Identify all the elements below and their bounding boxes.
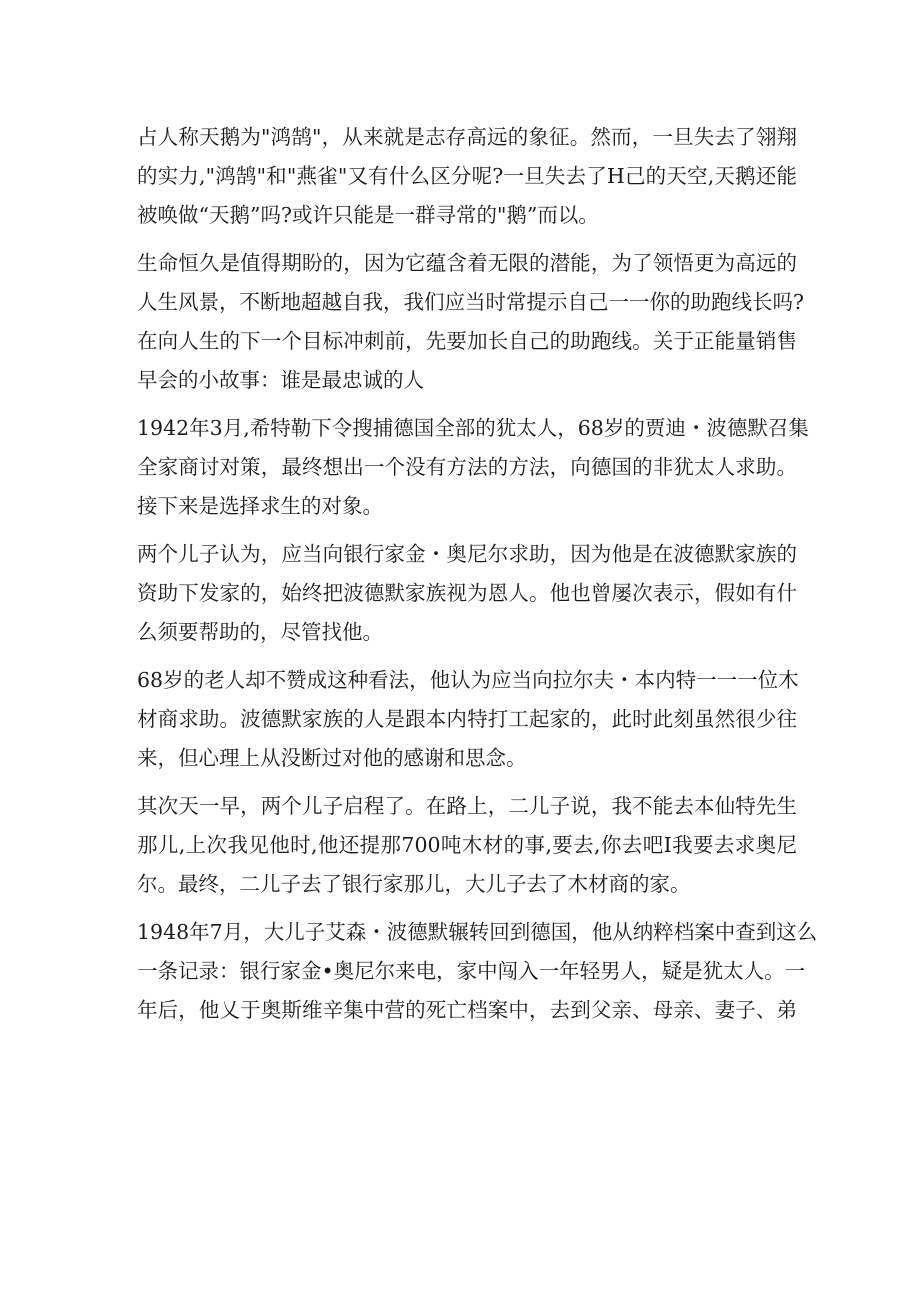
text-line: 被唤做“天鹅”吗?或许只能是一群寻常的"鹅”而以。: [137, 203, 599, 227]
text-line: 接下来是选择求生的对象。: [137, 494, 383, 518]
paragraph: [137, 661, 797, 778]
paragraph: [137, 118, 797, 235]
text-line: 年后，他乂于奥斯维辛集中营的死亡档案中，去到父亲、母亲、妻子、弟: [137, 998, 797, 1022]
paragraph: [137, 787, 797, 904]
text-line: 1948年7月，大儿子艾森・波德默辗转回到德国，他从纳粹档案中查到这么: [137, 920, 818, 944]
text-line: 占人称天鹅为"鸿鹄"，从来就是志存高远的象征。然而，一旦失去了翎翔: [137, 125, 797, 149]
text-line: 人生风景，不断地超越自我，我们应当时常提示自己一一你的助跑线长吗?: [137, 290, 804, 314]
paragraph: [137, 913, 818, 1030]
paragraph: [137, 535, 797, 652]
paragraph: [137, 244, 804, 400]
text-line: 68岁的老人却不赞成这种看法，他认为应当向拉尔夫・本内特一一一位木: [137, 668, 799, 692]
text-line: 那儿,上次我见他时,他还提那700吨木材的事,要去,你去吧I我要去求奥尼: [137, 833, 797, 857]
text-line: 在向人生的下一个目标冲刺前，先要加长自己的助跑线。关于正能量销售: [137, 329, 797, 353]
text-line: 全家商讨对策，最终想出一个没有方法的方法，向德国的非犹太人求助。: [137, 455, 797, 479]
text-line: 来，但心理上从没断过对他的感谢和思念。: [137, 746, 527, 770]
text-line: 一条记录：银行家金•奥尼尔来电，家中闯入一年轻男人，疑是犹太人。一: [137, 959, 806, 983]
paragraph: [137, 409, 809, 526]
text-line: 的实力,"鸿鹄"和"燕雀"又有什么区分呢?一旦失去了H己的天空,天鹅还能: [137, 164, 797, 188]
text-line: 材商求助。波德默家族的人是跟本内特打工起家的，此时此刻虽然很少往: [137, 707, 797, 731]
text-line: 生命恒久是值得期盼的，因为它蕴含着无限的潜能，为了领悟更为高远的: [137, 251, 797, 275]
document-body: [137, 118, 818, 1039]
text-line: 其次天一早，两个儿子启程了。在路上，二儿子说，我不能去本仙特先生: [137, 794, 797, 818]
text-line: 么须要帮助的，尽管找他。: [137, 620, 383, 644]
text-line: 早会的小故事：谁是最忠诚的人: [137, 368, 424, 392]
text-line: 1942年3月,希特勒下令搜捕德国全部的犹太人，68岁的贾迪・波德默召集: [137, 416, 809, 440]
text-line: 两个儿子认为，应当向银行家金・奥尼尔求助，因为他是在波德默家族的: [137, 542, 797, 566]
text-line: 尔。最终，二儿子去了银行家那儿，大儿子去了木材商的家。: [137, 872, 691, 896]
text-line: 资助下发家的，始终把波德默家族视为恩人。他也曾屡次表示，假如有什: [137, 581, 797, 605]
